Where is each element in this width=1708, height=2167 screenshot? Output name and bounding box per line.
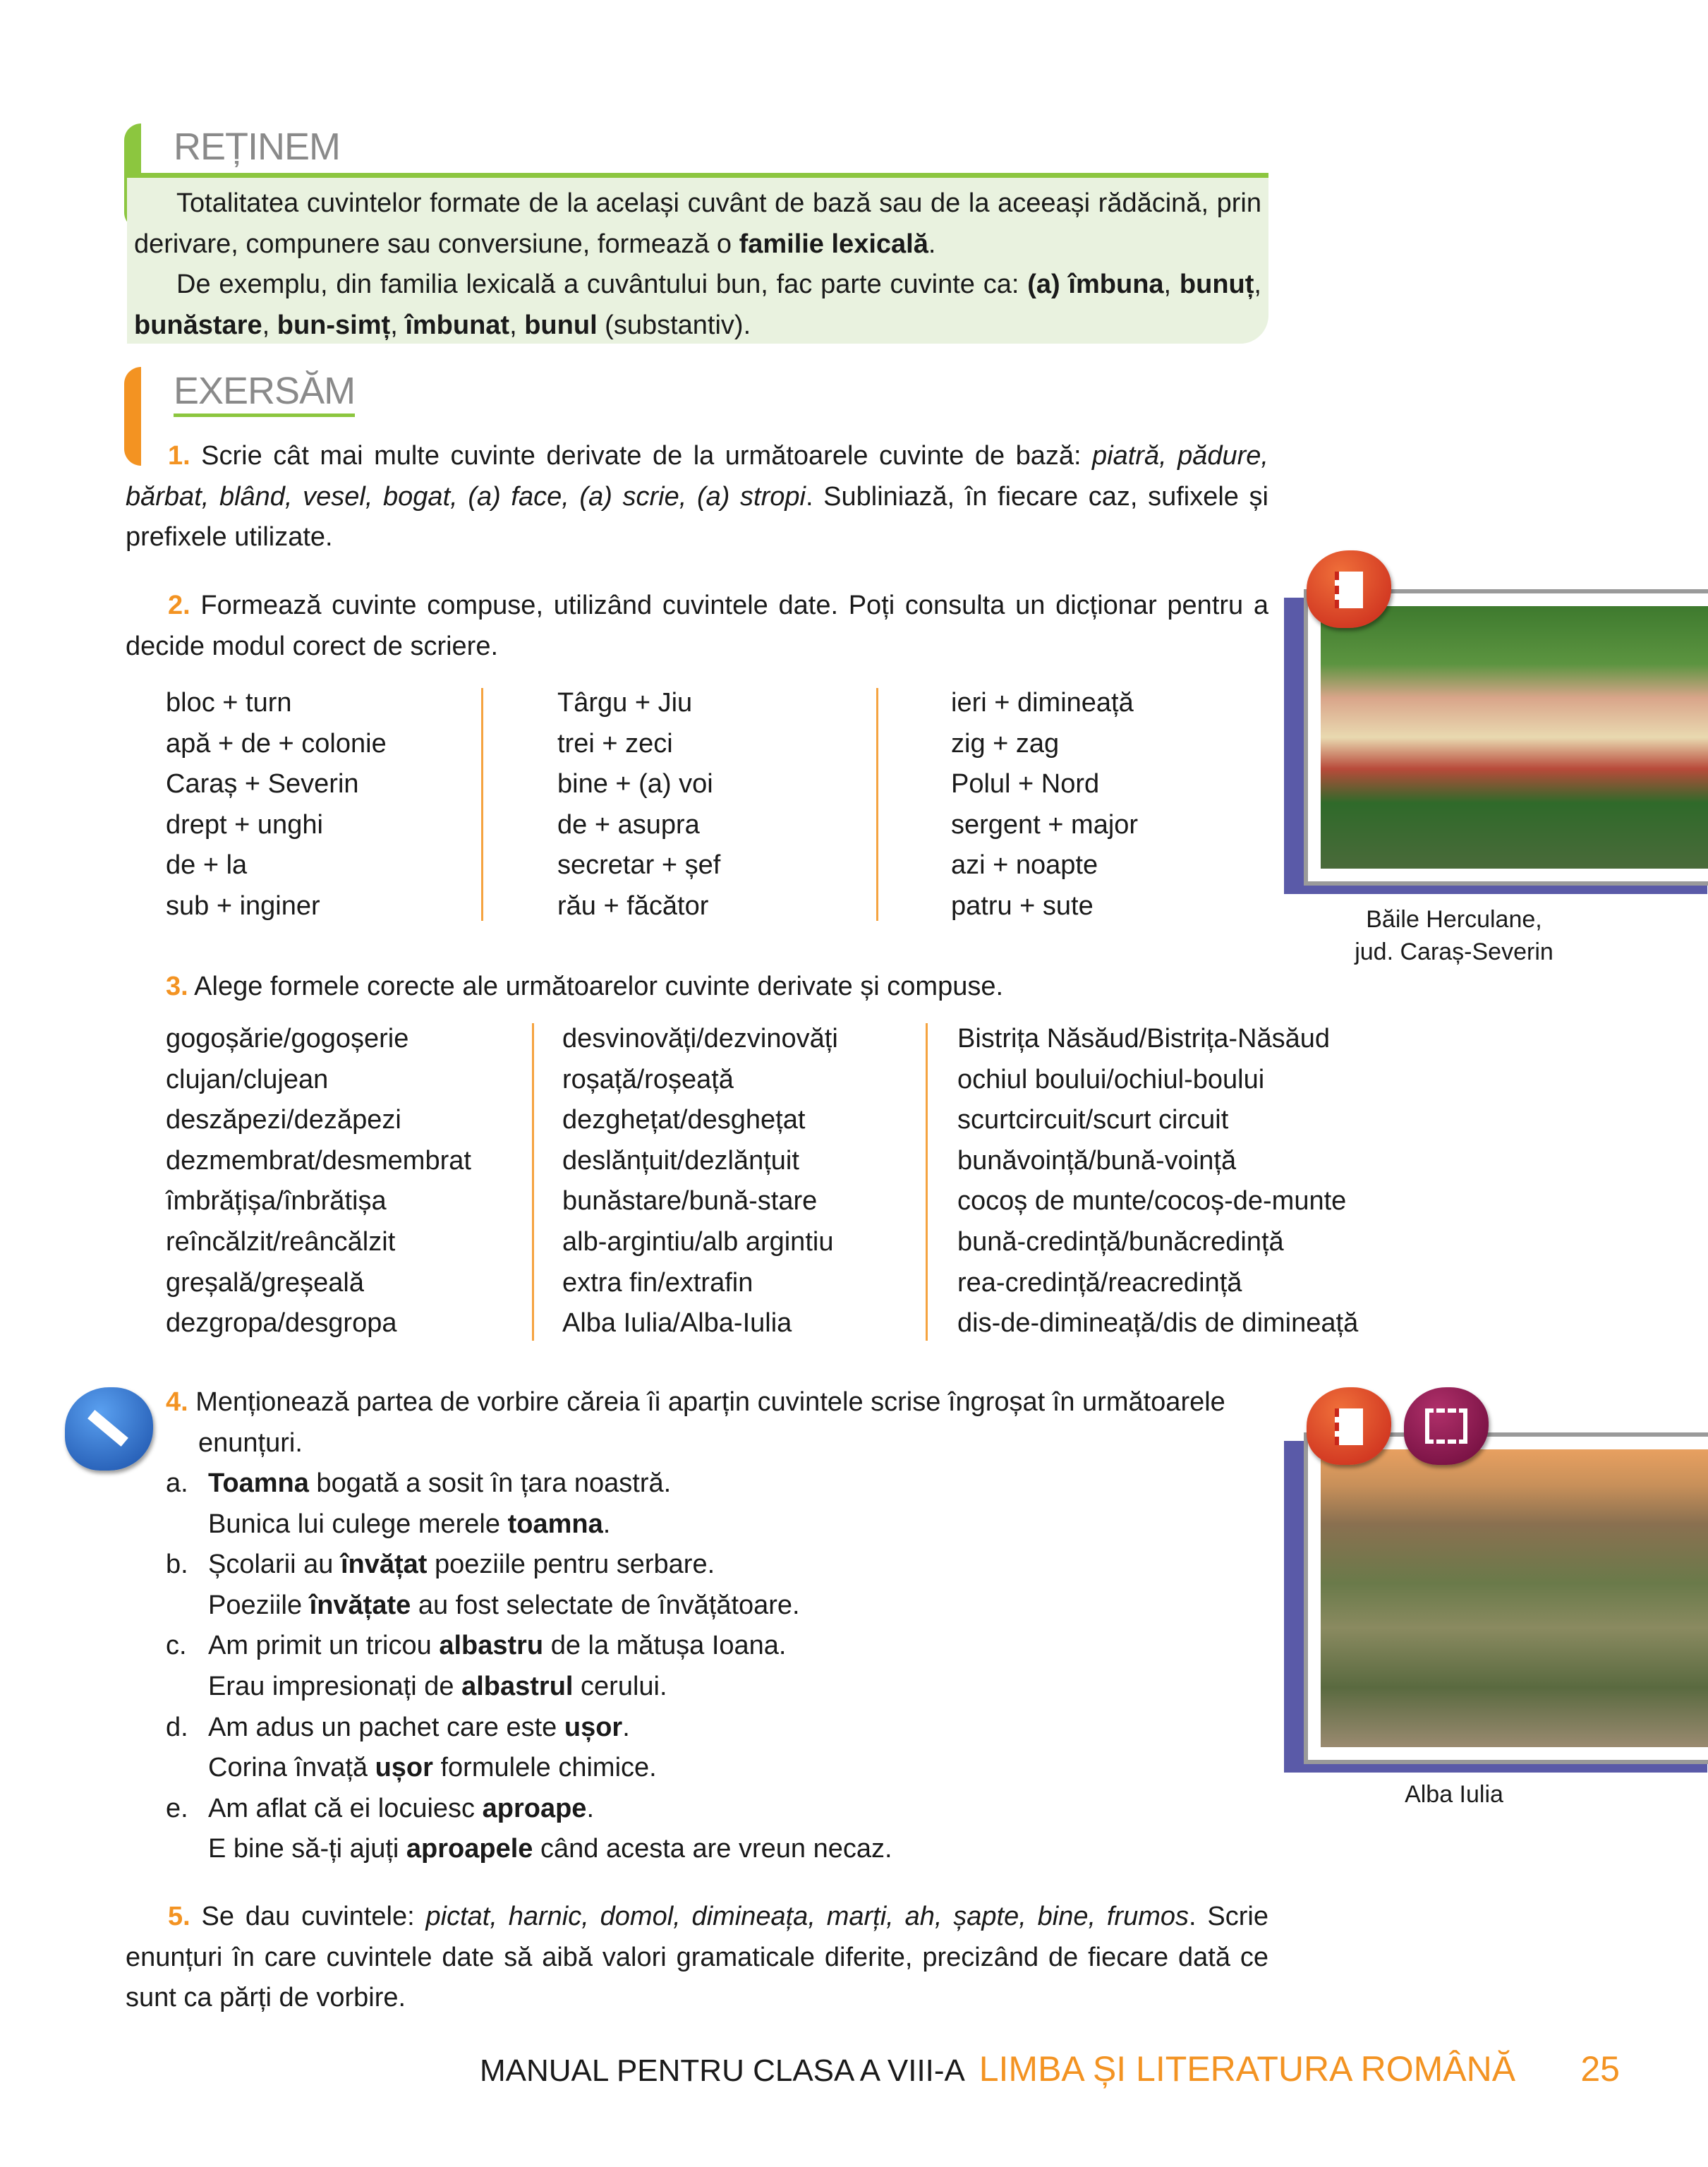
ex4-item (166, 1626, 892, 1707)
sentence (208, 1586, 892, 1626)
baile-herculane-image (1321, 606, 1708, 869)
list-item: de + asupra (557, 809, 700, 840)
photo-baile-herculane (1304, 589, 1708, 886)
list-item: bloc + turn (166, 688, 292, 718)
text: Am primit un tricou (208, 1631, 440, 1661)
divider (532, 1023, 534, 1341)
sentence (208, 1463, 892, 1504)
ex2-column-3 (951, 683, 1138, 927)
list-item: Bistrița Năsăud/Bistrița-Năsăud (957, 1024, 1330, 1054)
list-item: de + la (166, 850, 248, 881)
exersam-heading: EXERSĂM (174, 368, 355, 417)
list-item: rău + făcător (557, 891, 709, 921)
list-item: Târgu + Jiu (557, 688, 693, 718)
text: formulele chimice. (432, 1753, 657, 1783)
list-item: greșală/greșeală (166, 1267, 364, 1298)
ex2-column-2 (557, 683, 720, 927)
list-item: bine + (a) voi (557, 769, 713, 799)
text: când acesta are vreun necaz. (533, 1834, 892, 1864)
sentence (208, 1789, 892, 1830)
sentence (208, 1626, 892, 1667)
list-item: sub + inginer (166, 891, 320, 921)
item-letter: c. (166, 1631, 187, 1661)
list-item: patru + sute (951, 891, 1094, 921)
text: . (586, 1793, 594, 1823)
list-item: dis-de-dimineață/dis de dimineață (957, 1308, 1359, 1339)
item-letter: a. (166, 1468, 188, 1498)
sentence (208, 1829, 892, 1870)
exercise-2: 2. Formează cuvinte compuse, utilizând cuvintele date. Poți consulta un dicționar pentru a decide modul corect de scriere. (126, 591, 1268, 661)
list-item: ieri + dimineață (951, 688, 1134, 718)
list-item: bunăvoință/bună-voință (957, 1145, 1237, 1176)
photo-caption: Băile Herculane, jud. Caraș-Severin (1355, 906, 1553, 965)
text: Bunica lui culege merele (208, 1509, 508, 1539)
ex3-column-2 (562, 1019, 838, 1344)
retinem-definition: Totalitatea cuvintelor formate de la același cuvânt de bază sau de la aceeași rădăcină, prin derivare, compunere sau conversiune, formează o familie lexicală. (134, 188, 1261, 259)
list-item: bunăstare/bună-stare (562, 1186, 818, 1217)
list-item: roșață/roșeață (562, 1064, 734, 1094)
text: bogată a sosit în țara noastră. (308, 1468, 672, 1498)
list-item: rea-credință/reacredință (957, 1267, 1242, 1298)
bold-word: Toamna (208, 1468, 309, 1498)
footer (480, 2046, 1620, 2094)
text: cerului. (573, 1671, 667, 1701)
sentence (208, 1504, 892, 1545)
list-item: secretar + șef (557, 850, 721, 881)
bold-word: învățate (309, 1590, 411, 1620)
bold-word: ușor (375, 1753, 433, 1783)
bold-word: albastrul (461, 1671, 574, 1701)
bold-word: albastru (439, 1631, 544, 1661)
list-item: drept + unghi (166, 809, 323, 840)
exercise-5: 5. Se dau cuvintele: pictat, harnic, domol, dimineața, marți, ah, șapte, bine, frumos. Scrie enunțuri în care cuvintele date să aibă valori gramaticale diferite, precizând de fiecare dată ce sunt ca părți de vorbire. (126, 1902, 1268, 2013)
photo-alba-iulia (1304, 1432, 1708, 1764)
list-item: azi + noapte (951, 850, 1098, 881)
item-letter: e. (166, 1793, 188, 1823)
list-item: dezghețat/desghețat (562, 1105, 806, 1135)
retinem-example: De exemplu, din familia lexicală a cuvântului bun, fac parte cuvinte ca: (a) îmbuna, bunuț, bunăstare, bun-simț, îmbunat, bunul (substantiv). (134, 270, 1261, 340)
list-item: dezgropa/desgropa (166, 1308, 397, 1339)
exercise-4: 4. Menționează partea de vorbire căreia îi aparțin cuvintele scrise îngroșat în următoarele enunțuri. (166, 1387, 1225, 1458)
list-item: trei + zeci (557, 728, 673, 759)
notebook-icon[interactable] (1307, 1387, 1391, 1465)
divider (926, 1023, 928, 1341)
ex3-column-3 (957, 1019, 1358, 1344)
text: poeziile pentru serbare. (427, 1550, 715, 1580)
text: Școlarii au (208, 1550, 341, 1580)
text: Corina învață (208, 1753, 375, 1783)
ex4-item (166, 1463, 892, 1545)
list-item: Caraș + Severin (166, 769, 359, 799)
ex4-item (166, 1789, 892, 1870)
retinem-heading: REȚINEM (174, 126, 340, 168)
bold-word: toamna (507, 1509, 603, 1539)
sentence (208, 1545, 892, 1586)
ex4-item (166, 1545, 892, 1626)
list-item: ochiul boului/ochiul-boului (957, 1064, 1265, 1094)
text: Erau impresionați de (208, 1671, 462, 1701)
pencil-icon[interactable] (65, 1387, 153, 1471)
list-item: sergent + major (951, 809, 1139, 840)
text: Poeziile (208, 1590, 310, 1620)
page-number: 25 (1580, 2049, 1620, 2089)
text: . (622, 1712, 630, 1742)
text: de la mătușa Ioana. (543, 1631, 787, 1661)
list-item: scurtcircuit/scurt circuit (957, 1105, 1229, 1135)
divider (876, 688, 878, 921)
divider (481, 688, 483, 921)
list-item: îmbrățișa/înbrătișa (166, 1186, 387, 1217)
exercise-3: 3. Alege formele corecte ale următoarelor cuvinte derivate și compuse. (166, 972, 1004, 1001)
list-item: gogoșărie/gogoșerie (166, 1024, 409, 1054)
list-item: desvinovăți/dezvinovăți (562, 1024, 838, 1054)
list-item: zig + zag (951, 728, 1060, 759)
list-item: Alba Iulia/Alba-Iulia (562, 1308, 792, 1339)
bold-word: învățat (340, 1550, 428, 1580)
retinem-box (127, 173, 1268, 344)
list-item: deslănțuit/dezlănțuit (562, 1145, 799, 1176)
list-item: bună-credință/bunăcredință (957, 1226, 1284, 1257)
ex2-column-1 (166, 683, 387, 927)
item-letter: b. (166, 1550, 188, 1580)
sentence (208, 1748, 892, 1789)
alba-iulia-image (1321, 1449, 1708, 1747)
text: Am aflat că ei locuiesc (208, 1793, 483, 1823)
notebook-icon[interactable] (1307, 550, 1391, 628)
list-item: Polul + Nord (951, 769, 1100, 799)
bold-word: ușor (564, 1712, 623, 1742)
list-item: clujan/clujean (166, 1064, 329, 1094)
bold-word: aproape (482, 1793, 587, 1823)
footer-manual: MANUAL PENTRU CLASA A VIII-A (480, 2053, 964, 2088)
text: E bine să-ți ajuți (208, 1834, 406, 1864)
photo-caption: Alba Iulia (1405, 1781, 1503, 1808)
sentence (208, 1667, 892, 1708)
list-item: dezmembrat/desmembrat (166, 1145, 471, 1176)
list-item: apă + de + colonie (166, 728, 387, 759)
ex4-item (166, 1708, 892, 1789)
exercise-1: 1. Scrie cât mai multe cuvinte derivate de la următoarele cuvinte de bază: piatră, pădure, bărbat, blând, vesel, bogat, (a) face, (a) scrie, (a) stropi. Subliniază, în fiecare caz, sufixele și prefixele utilizate. (126, 441, 1269, 553)
sentence (208, 1708, 892, 1749)
list-item: extra fin/extrafin (562, 1267, 753, 1298)
text: au fost selectate de învățătoare. (411, 1590, 800, 1620)
video-icon[interactable] (1404, 1387, 1489, 1465)
list-item: cocoș de munte/cocoș-de-munte (957, 1186, 1347, 1217)
text: Am adus un pachet care este (208, 1712, 564, 1742)
ex4-items (166, 1463, 892, 1870)
item-letter: d. (166, 1712, 188, 1742)
text: . (602, 1509, 611, 1539)
list-item: alb-argintiu/alb argintiu (562, 1226, 834, 1257)
footer-subject: LIMBA ȘI LITERATURA ROMÂNĂ (979, 2049, 1516, 2089)
list-item: reîncălzit/reâncălzit (166, 1226, 396, 1257)
list-item: deszăpezi/dezăpezi (166, 1105, 401, 1135)
bold-word: aproapele (406, 1834, 533, 1864)
ex3-column-1 (166, 1019, 471, 1344)
